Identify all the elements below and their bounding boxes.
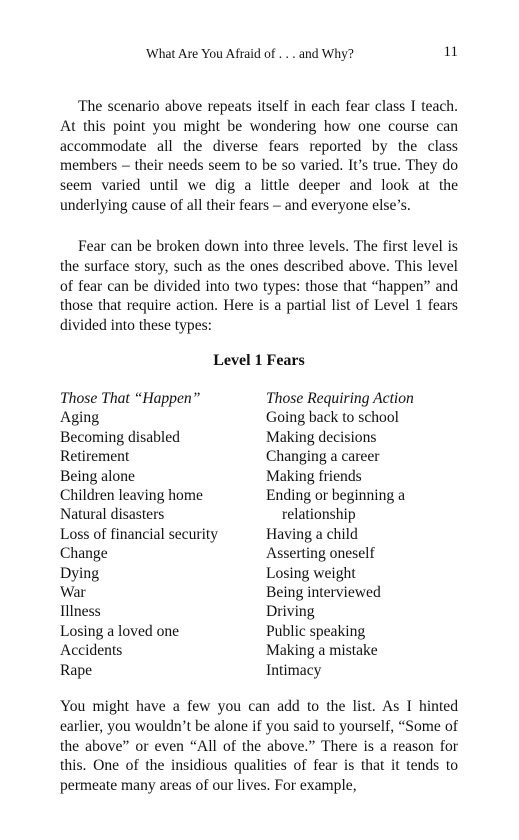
list-item: Retirement	[60, 448, 130, 466]
list-item: Change	[60, 545, 108, 563]
list-item: Changing a career	[266, 448, 380, 466]
list-item-continuation: relationship	[282, 506, 356, 524]
list-item: Being interviewed	[266, 584, 381, 602]
list-item: Illness	[60, 603, 101, 621]
list-item: Going back to school	[266, 409, 399, 427]
list-item: Making a mistake	[266, 642, 378, 660]
list-item: Becoming disabled	[60, 428, 180, 446]
list-item: Aging	[60, 409, 99, 427]
fears-that-happen-column	[60, 389, 260, 680]
list-item: Making friends	[266, 467, 362, 485]
column-header-action: Those Requiring Action	[266, 390, 414, 407]
page-number: 11	[443, 44, 458, 60]
list-item: Rape	[60, 661, 93, 679]
list-item: Being alone	[60, 467, 135, 485]
list-item: Dying	[60, 564, 99, 582]
list-item: Driving	[266, 603, 315, 621]
fear-table-title: Level 1 Fears	[213, 352, 305, 369]
list-item: War	[60, 584, 86, 602]
list-item: Children leaving home	[60, 487, 203, 505]
list-item: Accidents	[60, 642, 123, 660]
column-header-happen: Those That “Happen”	[60, 390, 201, 407]
running-title: What Are You Afraid of . . . and Why?	[146, 46, 354, 61]
list-item: Loss of financial security	[60, 525, 219, 543]
list-item: Asserting oneself	[266, 545, 375, 563]
paragraph-add-to-list: You might have a few you can add to the list. As I hinted earlier, you wouldn’t be alone if you said to yourself, “Some of the above” or even “All of the above.” There is a reason for this. One of the insidious qualities of fear is that it tends to permeate many areas of our lives. For example,	[60, 698, 458, 795]
paragraph-scenario: The scenario above repeats itself in each fear class I teach. At this point you might be wondering how one course can accommodate all the diverse fears reported by the class members – their needs seem to be so varied. It’s true. They do seem varied until we dig a little deeper and look at the underlying cause of all their fears – and everyone else’s.	[60, 98, 458, 214]
list-item: Ending or beginning a	[266, 487, 406, 505]
list-item: Losing a loved one	[60, 622, 180, 640]
list-item: Having a child	[266, 525, 358, 543]
list-item: Intimacy	[266, 661, 322, 679]
paragraph-fear-levels: Fear can be broken down into three levels. The first level is the surface story, such as the ones described above. This level of fear can be divided into two types: those that “happen” and those that require action. Here is a partial list of Level 1 fears divided into these types:	[60, 238, 458, 335]
fears-requiring-action-column	[266, 389, 458, 680]
list-item: Public speaking	[266, 622, 366, 640]
list-item: Natural disasters	[60, 506, 165, 524]
list-item: Making decisions	[266, 428, 377, 446]
list-item: Losing weight	[266, 564, 356, 582]
